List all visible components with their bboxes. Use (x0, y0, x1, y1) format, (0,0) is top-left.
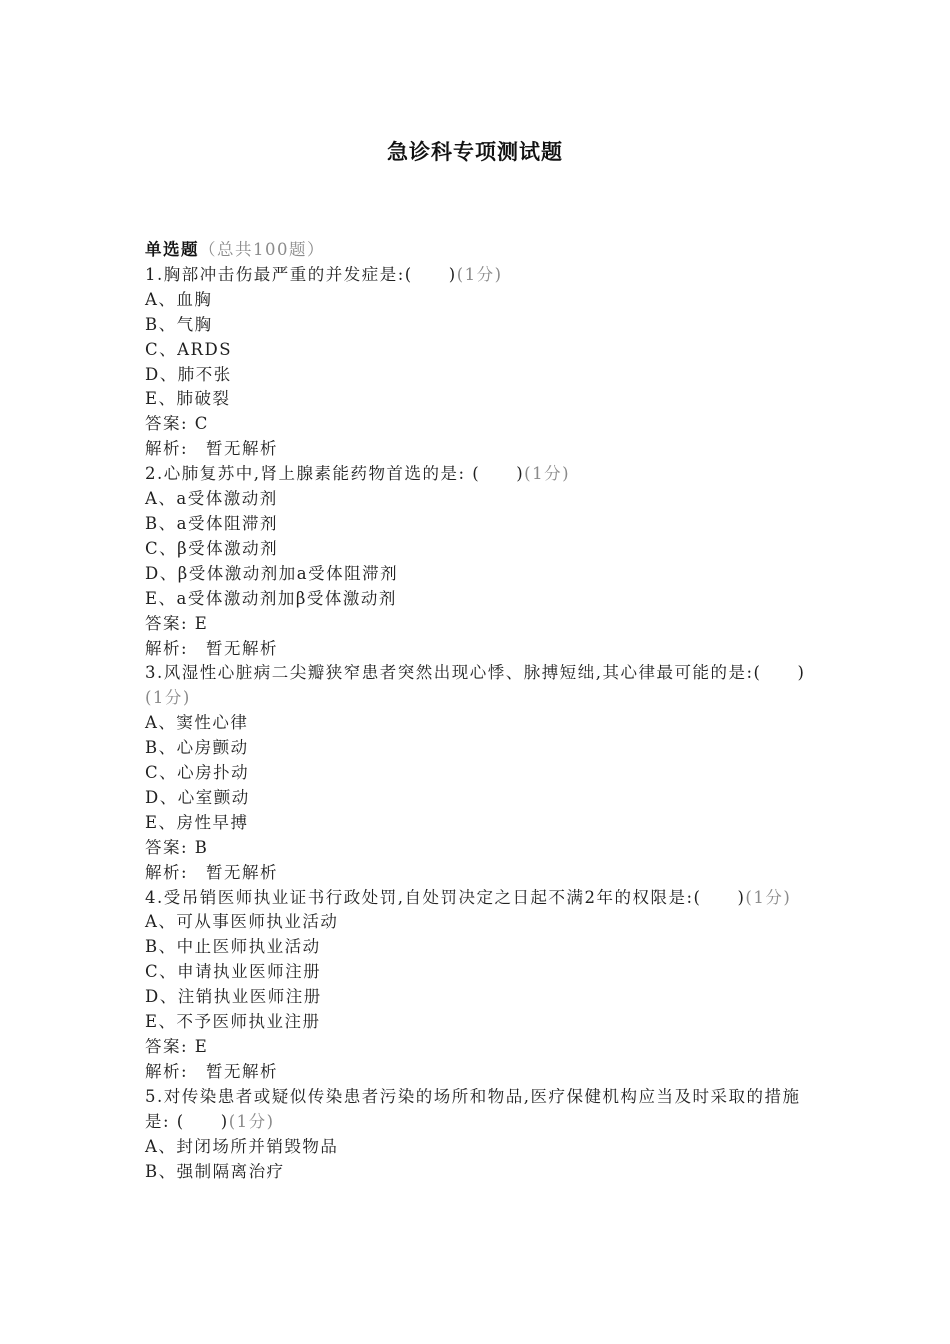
question-stem-line (145, 661, 815, 711)
answer-option: B、强制隔离治疗 (145, 1161, 285, 1181)
answer-option: A、窦性心律 (145, 713, 249, 733)
answer-option: A、a受体激动剂 (145, 489, 278, 509)
question-item (145, 886, 815, 1085)
explanation: 解析: 暂无解析 (145, 439, 279, 459)
answer-option: C、心房扑动 (145, 763, 250, 783)
correct-answer: 答案: C (145, 414, 209, 434)
section-note: （总共100题） (199, 240, 325, 259)
answer-option: C、ARDS (145, 339, 232, 359)
question-stem: 3.风湿性心脏病二尖瓣狭窄患者突然出现心悸、脉搏短绌,其心律最可能的是:( ) (145, 663, 806, 683)
question-stem: 5.对传染患者或疑似传染患者污染的场所和物品,医疗保健机构应当及时采取的措施是: ( ) (145, 1086, 801, 1131)
answer-option: C、β受体激动剂 (145, 538, 279, 558)
answer-option: D、肺不张 (145, 364, 232, 384)
question-score: (1分) (524, 464, 571, 484)
answer-option: E、肺破裂 (145, 389, 231, 409)
explanation: 解析: 暂无解析 (145, 638, 279, 658)
question-score: (1分) (456, 264, 503, 284)
answer-option: A、血胸 (145, 289, 213, 309)
correct-answer: 答案: E (145, 1037, 209, 1056)
answer-option: C、申请执业医师注册 (145, 962, 322, 982)
answer-option: D、注销执业医师注册 (145, 987, 322, 1007)
question-item (145, 462, 815, 661)
answer-option: D、心室颤动 (145, 787, 250, 807)
explanation: 解析: 暂无解析 (145, 862, 279, 882)
question-item (145, 661, 815, 885)
answer-option: E、房性早搏 (145, 812, 249, 832)
question-item (145, 263, 815, 462)
question-stem-line (145, 462, 815, 487)
explanation: 解析: 暂无解析 (145, 1061, 279, 1081)
question-score: (1分) (228, 1111, 275, 1131)
answer-option: B、中止医师执业活动 (145, 937, 321, 957)
section-name: 单选题 (145, 240, 199, 259)
answer-option: E、a受体激动剂加β受体激动剂 (145, 588, 397, 608)
question-stem-line (145, 263, 815, 288)
question-item (145, 1085, 815, 1185)
correct-answer: 答案: E (145, 613, 209, 633)
question-stem: 1.胸部冲击伤最严重的并发症是:( ) (145, 264, 457, 284)
question-stem: 2.心肺复苏中,肾上腺素能药物首选的是: ( ) (145, 464, 525, 484)
answer-option: B、心房颤动 (145, 738, 249, 758)
question-stem: 4.受吊销医师执业证书行政处罚,自处罚决定之日起不满2年的权限是:( ) (145, 887, 746, 907)
question-list (145, 238, 815, 1184)
question-stem-line (145, 886, 815, 911)
answer-option: D、β受体激动剂加a受体阻滞剂 (145, 563, 399, 583)
answer-option: B、气胸 (145, 314, 213, 334)
answer-option: B、a受体阻滞剂 (145, 513, 278, 533)
section-header (145, 238, 815, 263)
correct-answer: 答案: B (145, 837, 209, 857)
answer-option: A、可从事医师执业活动 (145, 912, 339, 932)
question-score: (1分) (145, 688, 191, 708)
page-title: 急诊科专项测试题 (387, 139, 563, 164)
question-stem-line (145, 1085, 815, 1135)
answer-option: A、封闭场所并销毁物品 (145, 1136, 339, 1156)
answer-option: E、不予医师执业注册 (145, 1012, 321, 1032)
question-score: (1分) (745, 887, 792, 907)
